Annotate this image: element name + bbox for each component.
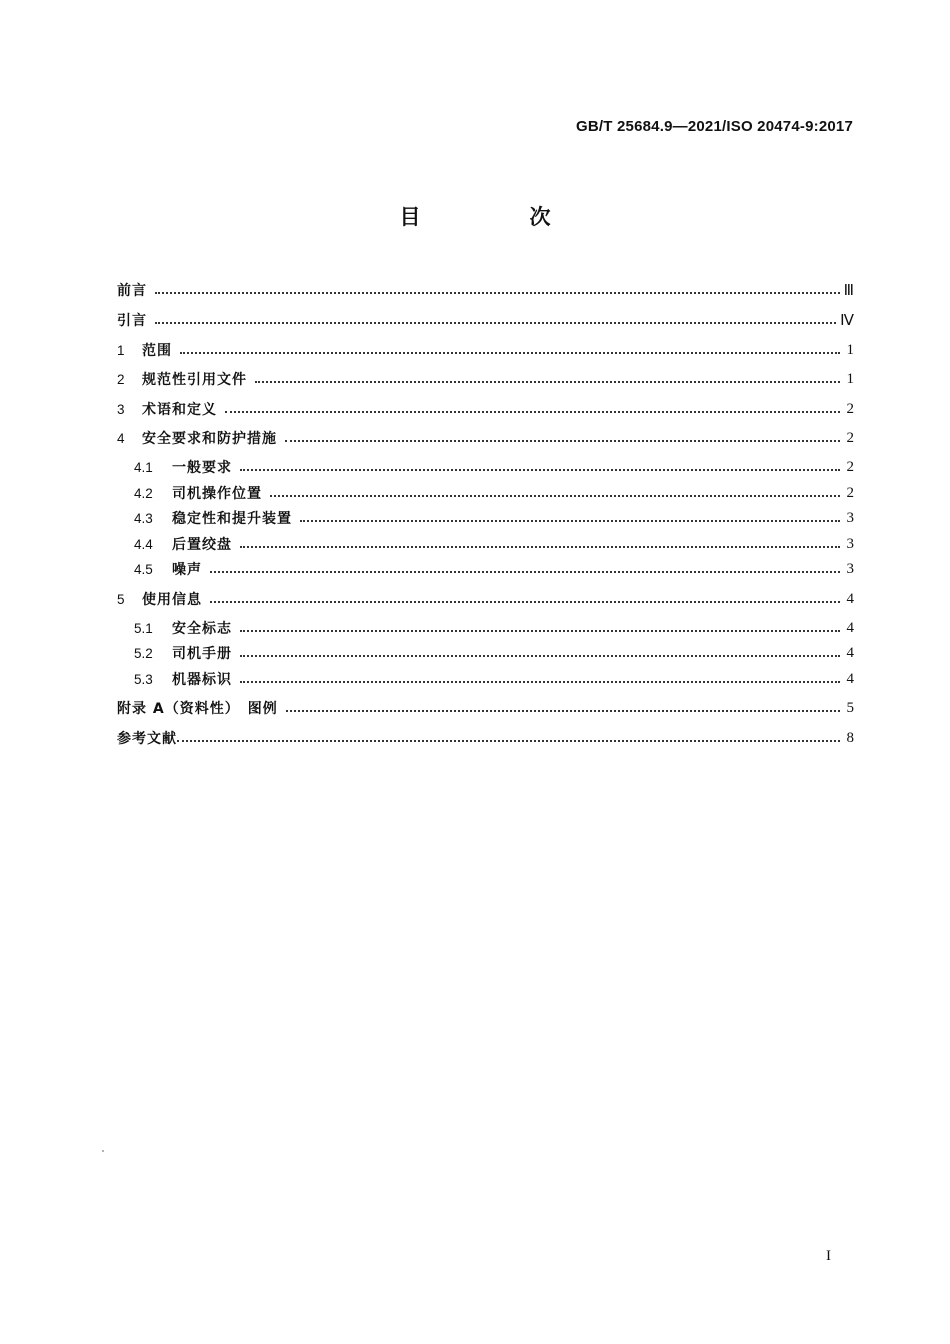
toc-entry-number: 5.2 bbox=[134, 645, 153, 661]
dot-leader bbox=[155, 290, 840, 294]
toc-entry-label: 司机手册 bbox=[172, 646, 232, 662]
dot-leader bbox=[225, 409, 840, 413]
dot-leader bbox=[300, 518, 840, 522]
toc-entry-5-3[interactable] bbox=[134, 667, 854, 691]
dot-leader bbox=[285, 438, 840, 442]
page-number: I bbox=[826, 1248, 831, 1264]
toc-entry-page: 4 bbox=[846, 619, 854, 636]
toc-entry-label: 术语和定义 bbox=[142, 402, 217, 418]
toc-entry-page: 8 bbox=[846, 729, 854, 746]
standard-number: GB/T 25684.9—2021/ISO 20474-9:2017 bbox=[576, 118, 853, 135]
toc-entry-foreword[interactable] bbox=[117, 278, 854, 302]
toc-entry-number: 5.1 bbox=[134, 620, 153, 636]
scan-speck bbox=[102, 1150, 104, 1152]
toc-entry-label: 一般要求 bbox=[172, 460, 232, 476]
toc-entry-page: 3 bbox=[846, 535, 854, 552]
toc-entry-4-2[interactable] bbox=[134, 481, 854, 505]
toc-entry-label: 范围 bbox=[142, 343, 172, 359]
toc-entry-label: 后置绞盘 bbox=[172, 537, 232, 553]
toc-entry-label: 附录 A（资料性） 图例 bbox=[117, 701, 278, 717]
toc-entry-4-4[interactable] bbox=[134, 532, 854, 556]
toc-entry-bibliography[interactable] bbox=[117, 726, 854, 750]
dot-leader bbox=[240, 653, 840, 657]
toc-entry-number: 3 bbox=[117, 401, 125, 417]
dot-leader bbox=[240, 544, 840, 548]
toc-entry-number: 4.3 bbox=[134, 510, 153, 526]
toc-entry-page: 3 bbox=[846, 509, 854, 526]
toc-entry-number: 4.4 bbox=[134, 536, 153, 552]
toc-entry-2[interactable] bbox=[117, 367, 854, 391]
toc-entry-4-3[interactable] bbox=[134, 506, 854, 530]
toc-entry-label: 噪声 bbox=[172, 562, 202, 578]
toc-entry-label: 前言 bbox=[117, 283, 147, 299]
toc-entry-4-1[interactable] bbox=[134, 455, 854, 479]
toc-entry-number: 5 bbox=[117, 591, 125, 607]
dot-leader bbox=[180, 350, 840, 354]
toc-entry-label: 机器标识 bbox=[172, 672, 232, 688]
dot-leader bbox=[155, 320, 836, 324]
toc-entry-page: 2 bbox=[846, 429, 854, 446]
toc-entry-annex-a[interactable] bbox=[117, 696, 854, 720]
dot-leader bbox=[177, 738, 840, 742]
toc-entry-number: 4.5 bbox=[134, 561, 153, 577]
dot-leader bbox=[286, 708, 840, 712]
toc-entry-label: 规范性引用文件 bbox=[142, 372, 247, 388]
toc-entry-page: 4 bbox=[846, 590, 854, 607]
toc-entry-4[interactable] bbox=[117, 426, 854, 450]
toc-entry-label: 使用信息 bbox=[142, 592, 202, 608]
dot-leader bbox=[210, 599, 840, 603]
toc-entry-5[interactable] bbox=[117, 587, 854, 611]
toc-entry-number: 4.1 bbox=[134, 459, 153, 475]
toc-entry-page: 1 bbox=[846, 341, 854, 358]
toc-entry-page: 3 bbox=[846, 560, 854, 577]
toc-entry-number: 2 bbox=[117, 371, 125, 387]
toc-entry-label: 稳定性和提升装置 bbox=[172, 511, 292, 527]
toc-entry-5-1[interactable] bbox=[134, 616, 854, 640]
toc-entry-page: Ⅳ bbox=[840, 312, 854, 329]
dot-leader bbox=[255, 379, 840, 383]
toc-entry-number: 4.2 bbox=[134, 485, 153, 501]
toc-entry-page: 2 bbox=[846, 400, 854, 417]
dot-leader bbox=[210, 569, 840, 573]
toc-entry-introduction[interactable] bbox=[117, 308, 854, 332]
dot-leader bbox=[270, 493, 840, 497]
toc-entry-4-5[interactable] bbox=[134, 557, 854, 581]
toc-entry-3[interactable] bbox=[117, 397, 854, 421]
toc-entry-label: 司机操作位置 bbox=[172, 486, 262, 502]
toc-entry-page: 2 bbox=[846, 484, 854, 501]
toc-title: 目 次 bbox=[399, 205, 595, 229]
toc-entry-1[interactable] bbox=[117, 338, 854, 362]
toc-entry-page: 2 bbox=[846, 458, 854, 475]
toc-entry-label: 安全标志 bbox=[172, 621, 232, 637]
toc-entry-number: 5.3 bbox=[134, 671, 153, 687]
toc-entry-label: 安全要求和防护措施 bbox=[142, 431, 277, 447]
toc-entry-label: 引言 bbox=[117, 313, 147, 329]
toc-entry-number: 4 bbox=[117, 430, 125, 446]
toc-entry-label: 参考文献 bbox=[117, 731, 177, 747]
toc-entry-5-2[interactable] bbox=[134, 641, 854, 665]
toc-entry-number: 1 bbox=[117, 342, 125, 358]
toc-entry-page: 5 bbox=[846, 699, 854, 716]
dot-leader bbox=[240, 628, 840, 632]
dot-leader bbox=[240, 467, 840, 471]
toc-entry-page: Ⅲ bbox=[843, 282, 854, 299]
toc-entry-page: 4 bbox=[846, 644, 854, 661]
toc-entry-page: 4 bbox=[846, 670, 854, 687]
dot-leader bbox=[240, 679, 840, 683]
toc-entry-page: 1 bbox=[846, 370, 854, 387]
